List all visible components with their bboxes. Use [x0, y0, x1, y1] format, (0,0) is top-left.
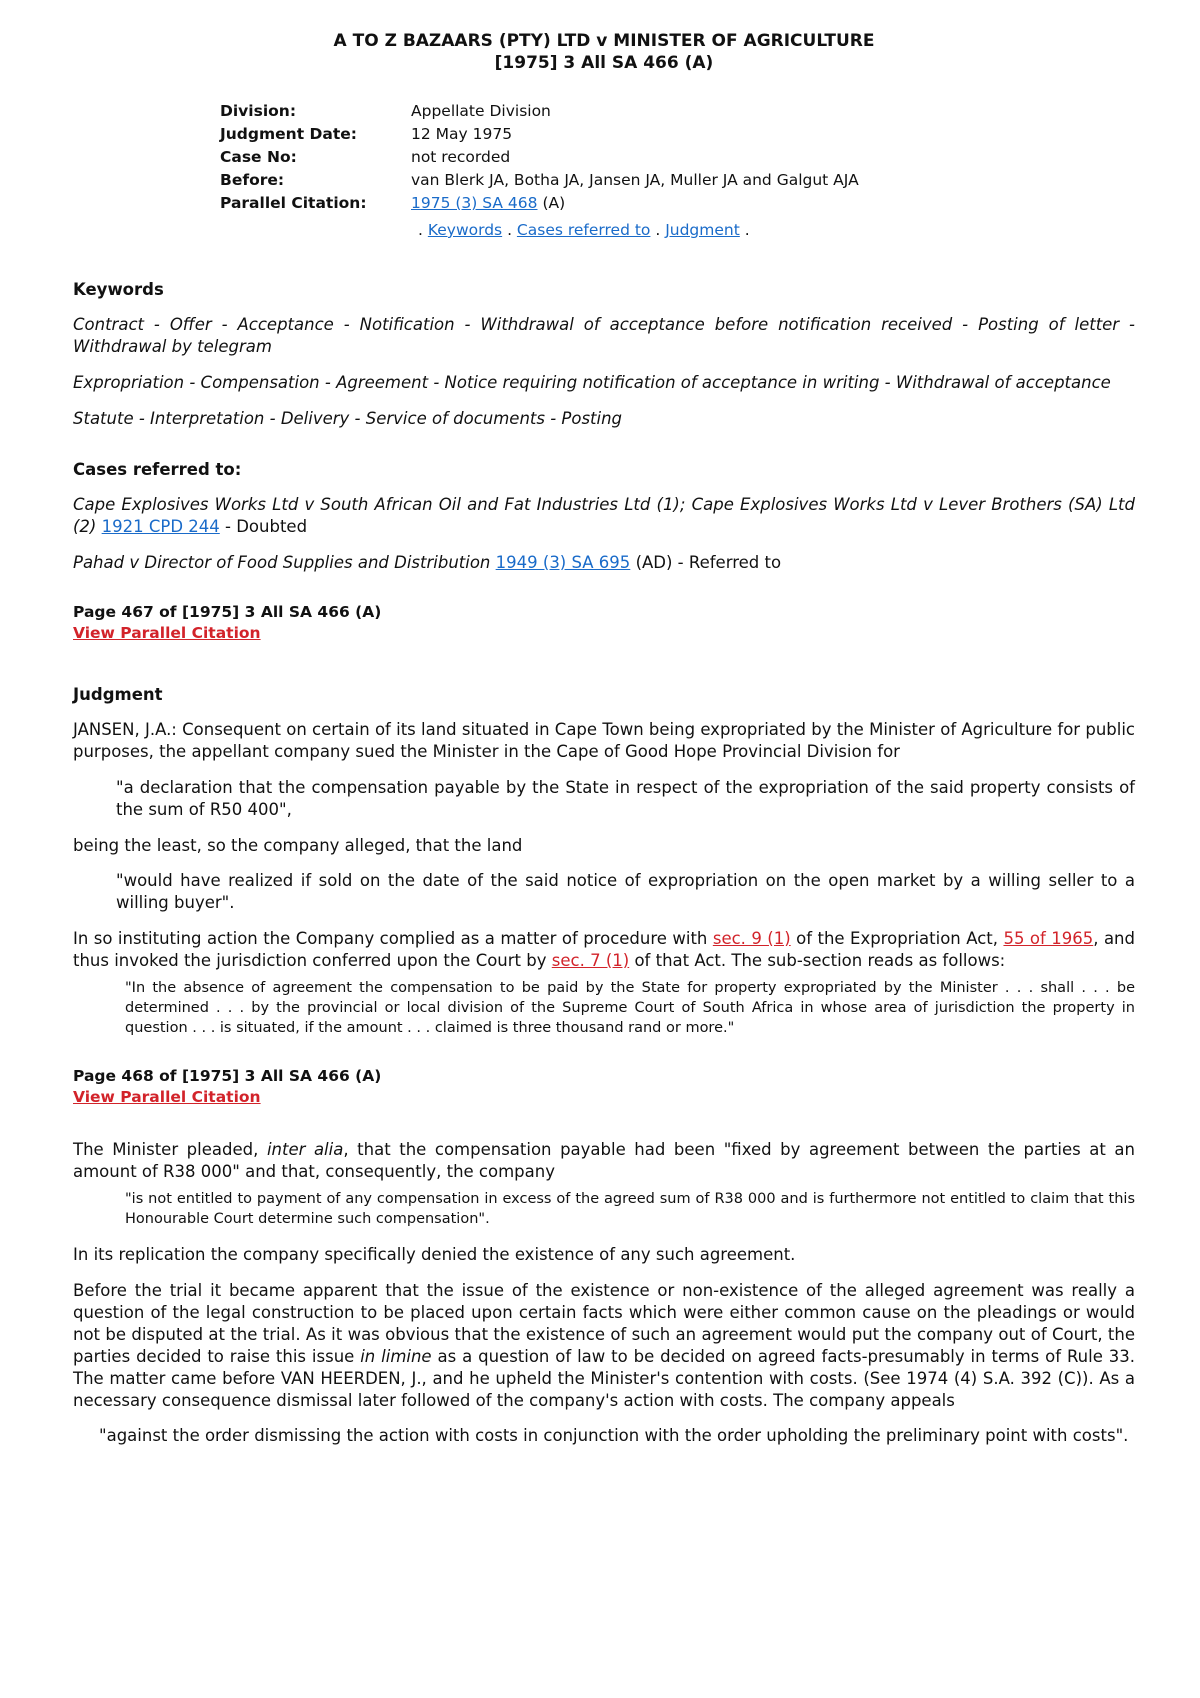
meta-row-before: [220, 169, 859, 192]
text-run: as a question of law to be decided on agreed facts-presumably in terms of Rule 33. The matter came before VAN HEERDEN, J., and he upheld the Minister's contention with costs. (See 1974 (4) S.A. 392 (C)). As a necessary consequence dismissal later followed of the company's action with costs. The company appeals: [73, 1347, 1136, 1410]
case-citation-link[interactable]: 1949 (3) SA 695: [495, 553, 631, 572]
case-reference: [73, 494, 1135, 538]
meta-row-date: [220, 123, 859, 146]
nav-link-cases[interactable]: Cases referred to: [516, 221, 651, 239]
meta-row-case-no: [220, 146, 859, 169]
case-reference: [73, 552, 1135, 574]
keyword-line: Contract - Offer - Acceptance - Notification - Withdrawal of acceptance before notification received - Posting of letter - Withdrawal by telegram: [73, 315, 1135, 356]
meta-label: Division:: [220, 102, 297, 120]
judgment-paragraph: being the least, so the company alleged, that the land: [73, 836, 523, 855]
meta-value: Appellate Division: [411, 102, 551, 120]
text-run: In so instituting action the Company complied as a matter of procedure with: [73, 929, 708, 948]
statute-section-link[interactable]: sec. 9 (1): [712, 929, 791, 948]
parallel-citation-link[interactable]: 1975 (3) SA 468: [411, 194, 538, 212]
meta-label: Parallel Citation:: [220, 194, 367, 212]
section-nav: . Keywords . Cases referred to . Judgment .: [418, 221, 750, 239]
keywords-heading: Keywords: [73, 280, 164, 299]
judgment-heading: Judgment: [73, 685, 163, 704]
pleading-quote: "is not entitled to payment of any compensation in excess of the agreed sum of R38 000 and is furthermore not entitled to claim that this Honourable Court determine such compensation".: [125, 1191, 1135, 1227]
meta-value: not recorded: [411, 148, 511, 166]
judgment-paragraph: JANSEN, J.A.: Consequent on certain of its land situated in Cape Town being expropriated by the Minister of Agriculture for public purposes, the appellant company sued the Minister in the Cape of Good Hope Provincial Division for: [73, 720, 1135, 761]
statute-quote: "In the absence of agreement the compensation to be paid by the State for property expropriated by the Minister . . . shall . . . be determined . . . by the provincial or local division of the Supreme Court of South Africa in whose area of jurisdiction the property in question . . . is situated, if the amount . . . claimed is three thousand rand or more.": [125, 980, 1135, 1036]
meta-label: Before:: [220, 171, 285, 189]
text-run: in limine: [360, 1347, 432, 1366]
page-reference: Page 468 of [1975] 3 All SA 466 (A): [73, 1067, 382, 1085]
meta-value: 12 May 1975: [411, 125, 513, 143]
judgment-quote: "a declaration that the compensation payable by the State in respect of the expropriation of the said property consists of the sum of R50 400",: [116, 778, 1135, 819]
case-citation-link[interactable]: 1921 CPD 244: [101, 517, 220, 536]
case-name: Pahad v Director of Food Supplies and Distribution: [73, 553, 491, 572]
judgment-quote: "against the order dismissing the action with costs in conjunction with the order upholding the preliminary point with costs".: [99, 1426, 1129, 1445]
nav-link-judgment[interactable]: Judgment: [665, 221, 740, 239]
meta-row-division: [220, 100, 859, 123]
meta-label: Judgment Date:: [220, 125, 357, 143]
keyword-line: Statute - Interpretation - Delivery - Service of documents - Posting: [73, 409, 623, 428]
judgment-quote: "would have realized if sold on the date of the said notice of expropriation on the open market by a willing seller to a willing buyer".: [116, 871, 1135, 912]
view-parallel-citation-link[interactable]: View Parallel Citation: [73, 1088, 261, 1106]
text-run: of the Expropriation Act,: [796, 929, 998, 948]
case-name: Cape Explosives Works Ltd v South African Oil and Fat Industries Ltd (1); Cape Explosives Works Ltd v Lever Brothers (SA) Ltd (2): [73, 495, 1135, 536]
judgment-paragraph: [73, 1280, 1135, 1412]
judgment-paragraph: [73, 928, 1135, 972]
parallel-citation-suffix: (A): [542, 194, 566, 212]
document-page: [73, 30, 1135, 1447]
cases-heading: Cases referred to:: [73, 460, 242, 479]
judgment-paragraph: In its replication the company specifically denied the existence of any such agreement.: [73, 1245, 796, 1264]
case-treatment: (AD) - Referred to: [635, 553, 782, 572]
text-run: , and thus invoked the jurisdiction conferred upon the Court by: [73, 929, 1135, 970]
case-citation: [1975] 3 All SA 466 (A): [494, 53, 714, 73]
view-parallel-citation-link[interactable]: View Parallel Citation: [73, 624, 261, 642]
case-meta-table: [220, 100, 859, 215]
case-title: A TO Z BAZAARS (PTY) LTD v MINISTER OF AGRICULTURE: [333, 31, 875, 51]
text-run: of that Act. The sub-section reads as follows:: [634, 951, 1006, 970]
meta-value: van Blerk JA, Botha JA, Jansen JA, Muller JA and Galgut AJA: [411, 171, 859, 189]
statute-act-link[interactable]: 55 of 1965: [1003, 929, 1094, 948]
meta-label: Case No:: [220, 148, 297, 166]
case-treatment: - Doubted: [225, 517, 308, 536]
meta-row-parallel: [220, 192, 859, 215]
meta-value: [411, 192, 859, 215]
text-run: inter alia: [266, 1140, 344, 1159]
statute-section-link[interactable]: sec. 7 (1): [551, 951, 630, 970]
text-run: Before the trial it became apparent that the issue of the existence or non-existence of the alleged agreement was really a question of the legal construction to be placed upon certain facts which were either common cause on the pleadings or would not be disputed at the trial. As it was obvious that the existence of such an agreement would put the company out of Court, the parties decided to raise this issue: [73, 1281, 1135, 1366]
page-reference: Page 467 of [1975] 3 All SA 466 (A): [73, 603, 382, 621]
keyword-line: Expropriation - Compensation - Agreement - Notice requiring notification of acceptance in writing - Withdrawal of acceptance: [73, 373, 1111, 392]
text-run: , that the compensation payable had been "fixed by agreement between the parties at an amount of R38 000" and that, consequently, the company: [73, 1140, 1135, 1181]
nav-link-keywords[interactable]: Keywords: [427, 221, 503, 239]
text-run: The Minister pleaded,: [73, 1140, 259, 1159]
judgment-paragraph: [73, 1139, 1135, 1183]
